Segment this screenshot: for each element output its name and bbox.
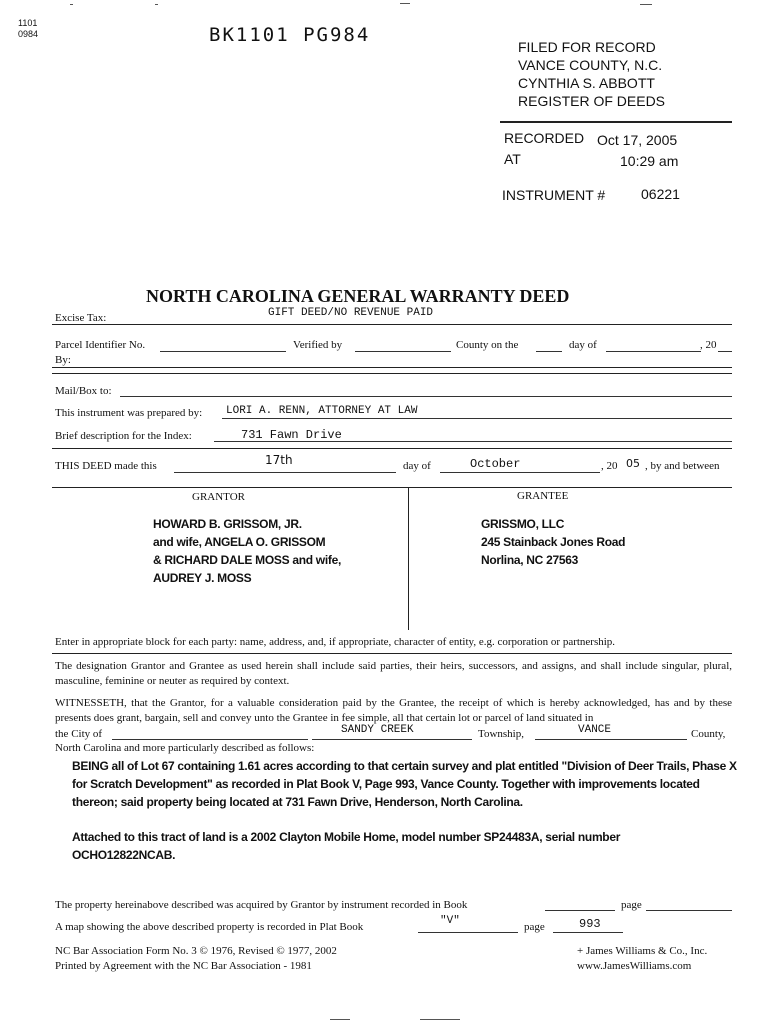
filing-stamp — [518, 38, 665, 110]
made-month: October — [470, 457, 521, 471]
divider — [500, 121, 732, 123]
grantor-header: GRANTOR — [192, 491, 245, 503]
divider — [52, 487, 732, 488]
divider — [52, 448, 732, 449]
parcel-label: Parcel Identifier No. — [55, 339, 146, 351]
city-label: the City of — [55, 728, 103, 740]
excise-tax-label: Excise Tax: — [55, 312, 107, 324]
page-number: 0984 — [18, 29, 39, 39]
witnesseth-clause: WITNESSETH, that the Grantor, for a valuable consideration paid by the Grantee, the receipt of which is hereby acknowledged, has and by these presents does grant, bargain, sell and convey unto the Grantee in fee simple, all that certain lot or parcel of land situated in — [55, 697, 732, 724]
filing-line: VANCE COUNTY, N.C. — [518, 57, 663, 73]
prepared-label: This instrument was prepared by: — [55, 407, 203, 419]
scan-speck — [420, 1019, 460, 1020]
made-suffix: , by and between — [645, 460, 720, 472]
scan-speck — [70, 4, 73, 5]
month-blank[interactable] — [606, 351, 701, 352]
grantee-line: Norlina, NC 27563 — [481, 553, 578, 567]
acquired-page-label: page — [621, 899, 642, 911]
form-credit-line: Printed by Agreement with the NC Bar Association - 1981 — [55, 960, 312, 972]
brief-blank — [214, 441, 732, 442]
parcel-blank[interactable] — [160, 351, 286, 352]
form-credit — [55, 944, 337, 974]
made-day-of: day of — [403, 460, 431, 472]
divider — [52, 373, 732, 374]
brief-label: Brief description for the Index: — [55, 430, 192, 442]
grantor-line: & RICHARD DALE MOSS and wife, — [153, 553, 341, 567]
divider — [52, 324, 732, 325]
mail-label: Mail/Box to: — [55, 385, 112, 397]
made-year-prefix: , 20 — [601, 460, 618, 472]
filing-line: CYNTHIA S. ABBOTT — [518, 75, 655, 91]
mail-blank[interactable] — [120, 396, 732, 397]
acquired-book-blank[interactable] — [545, 910, 615, 911]
day-of-label: day of — [569, 339, 597, 351]
prepared-blank — [222, 418, 732, 419]
grantee-line: GRISSMO, LLC — [481, 517, 565, 531]
form-credit-line: NC Bar Association Form No. 3 © 1976, Revised © 1977, 2002 — [55, 945, 337, 957]
nc-line: North Carolina and more particularly described as follows: — [55, 742, 315, 754]
verified-blank[interactable] — [355, 351, 451, 352]
grantor-line: HOWARD B. GRISSOM, JR. — [153, 517, 302, 531]
township-value: SANDY CREEK — [341, 724, 414, 736]
at-label: AT — [504, 151, 521, 167]
scan-speck — [330, 1019, 350, 1020]
city-blank — [112, 739, 308, 740]
grantor-line: and wife, ANGELA O. GRISSOM — [153, 535, 326, 549]
book-page-stamp: BK1101 PG984 — [209, 24, 371, 46]
divider — [52, 367, 732, 368]
publisher-credit — [577, 944, 707, 974]
recorded-label: RECORDED — [504, 130, 585, 146]
recorded-time: 10:29 am — [620, 153, 679, 169]
acquired-page-blank[interactable] — [646, 910, 732, 911]
publisher-line: www.JamesWilliams.com — [577, 960, 692, 972]
publisher-line: + James Williams & Co., Inc. — [577, 945, 708, 957]
county-on-label: County on the — [456, 339, 519, 351]
grantee-line: 245 Stainback Jones Road — [481, 535, 626, 549]
made-day-blank — [174, 472, 396, 473]
township-blank — [312, 739, 472, 740]
filing-line: REGISTER OF DEEDS — [518, 93, 666, 109]
county-blank — [535, 739, 687, 740]
county-value: VANCE — [578, 724, 612, 736]
scan-speck — [640, 4, 652, 5]
instrument-number: 06221 — [641, 186, 680, 202]
scan-speck — [155, 4, 158, 5]
filing-line: FILED FOR RECORD — [518, 39, 656, 55]
grantee-block — [481, 515, 625, 569]
made-month-blank — [440, 472, 600, 473]
grantor-block — [153, 515, 341, 587]
plat-page: 993 — [579, 917, 601, 931]
excise-tax-note: GIFT DEED/NO REVENUE PAID — [268, 307, 434, 319]
map-page-label: page — [524, 921, 545, 933]
verified-label: Verified by — [293, 339, 343, 351]
instrument-label: INSTRUMENT # — [502, 187, 606, 203]
year-blank[interactable] — [718, 351, 732, 352]
scan-speck — [400, 3, 410, 4]
acquired-label: The property hereinabove described was acquired by Grantor by instrument recorded in Book — [55, 899, 468, 911]
brief-value: 731 Fawn Drive — [241, 428, 342, 442]
by-label: By: — [55, 354, 71, 366]
county-day-blank[interactable] — [536, 351, 562, 352]
mobile-home-note: Attached to this tract of land is a 2002 Clayton Mobile Home, model number SP24483A, serial number OCHO12822NCAB. — [72, 830, 621, 862]
grantee-header: GRANTEE — [517, 490, 569, 502]
plat-book: "V" — [440, 915, 460, 927]
made-day: 17th — [265, 453, 293, 467]
plat-page-blank — [553, 932, 623, 933]
book-page-reference — [18, 18, 38, 40]
recorded-date: Oct 17, 2005 — [597, 132, 678, 148]
divider — [52, 653, 732, 654]
made-year: 05 — [626, 457, 640, 470]
county-label: County, — [691, 728, 726, 740]
party-column-divider — [408, 487, 409, 630]
made-label: THIS DEED made this — [55, 460, 157, 472]
deed-title: NORTH CAROLINA GENERAL WARRANTY DEED — [146, 286, 570, 306]
map-label: A map showing the above described property is recorded in Plat Book — [55, 921, 364, 933]
plat-book-blank — [418, 932, 518, 933]
party-instruction: Enter in appropriate block for each party: name, address, and, if appropriate, character of entity, e.g. corporation or partnership. — [55, 636, 616, 648]
book-number: 1101 — [18, 18, 38, 28]
designation-clause: The designation Grantor and Grantee as used herein shall include said parties, their heirs, successors, and assigns, and shall include singular, plural, masculine, feminine or neuter as required by context. — [55, 660, 732, 687]
township-label: Township, — [478, 728, 524, 740]
prepared-by: LORI A. RENN, ATTORNEY AT LAW — [226, 405, 418, 417]
year-prefix: , 20 — [700, 339, 717, 351]
legal-description: BEING all of Lot 67 containing 1.61 acres according to that certain survey and plat entitled "Division of Deer Trails, Phase X for Scratch Development" as recorded in Plat Book V, Page 993, Vance County. Together with improvements located thereon; said property being located at 731 Fawn Drive, Henderson, North Carolina. — [72, 759, 737, 809]
grantor-line: AUDREY J. MOSS — [153, 571, 252, 585]
